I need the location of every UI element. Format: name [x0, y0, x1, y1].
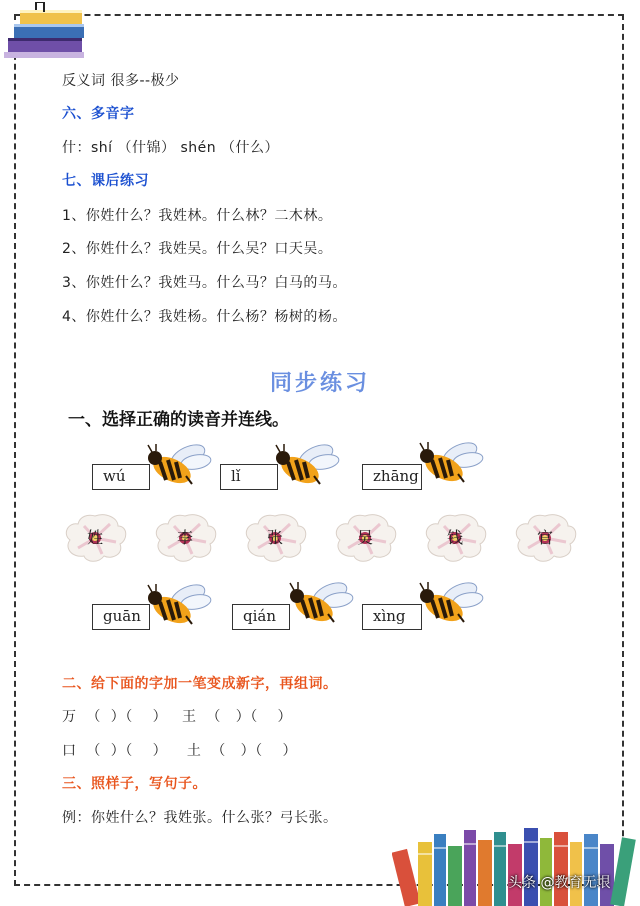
section-six-title: 六、多音字 — [62, 106, 135, 122]
exercise-line-3: 3、你姓什么？我姓马。什么马？白马的马。 — [62, 275, 347, 291]
pinyin-box-li[interactable]: lǐ — [220, 464, 278, 490]
flower-li[interactable] — [152, 512, 218, 562]
flower-xing[interactable] — [62, 512, 128, 562]
example-sentence: 例：你姓什么？我姓张。什么张？弓长张。 — [62, 810, 338, 826]
question-three-title: 三、照样子，写句子。 — [62, 776, 207, 792]
q2-row-2: 口 （ ）（ ） 土 （ ）（ ） — [62, 743, 297, 759]
flower-char: 吴 — [356, 528, 373, 547]
watermark: 头条 @教育无垠 — [508, 875, 611, 891]
bee-icon — [146, 582, 212, 630]
bee-icon — [418, 580, 484, 628]
flower-char: 官 — [536, 528, 553, 547]
pinyin-box-zhang[interactable]: zhāng — [362, 464, 422, 490]
pinyin-box-guan[interactable]: guān — [92, 604, 150, 630]
practice-title: 同步练习 — [269, 371, 370, 396]
books-decoration-top — [2, 2, 94, 60]
flower-zhang[interactable] — [242, 512, 308, 562]
bee-icon — [288, 580, 354, 628]
polyphone-line: 什：shí （什锦） shén （什么） — [62, 140, 280, 156]
bee-icon — [146, 442, 212, 490]
flower-char: 李 — [176, 528, 193, 547]
question-two-title: 二、给下面的字加一笔变成新字，再组词。 — [62, 676, 338, 692]
flower-char: 姓 — [86, 528, 103, 547]
bee-icon — [418, 440, 484, 488]
section-seven-title: 七、课后练习 — [62, 173, 149, 189]
question-one-title: 一、选择正确的读音并连线。 — [68, 410, 289, 430]
pinyin-box-qian[interactable]: qián — [232, 604, 290, 630]
exercise-line-4: 4、你姓什么？我姓杨。什么杨？杨树的杨。 — [62, 309, 347, 325]
exercise-line-1: 1、你姓什么？我姓林。什么林？二木林。 — [62, 208, 333, 224]
pinyin-box-wu[interactable]: wú — [92, 464, 150, 490]
q2-row-1: 万 （ ）（ ） 王 （ ）（ ） — [62, 709, 293, 725]
bookshelf-decoration — [392, 820, 640, 906]
exercise-line-2: 2、你姓什么？我姓吴。什么吴？口天吴。 — [62, 241, 333, 257]
antonym-line: 反义词 很多--极少 — [62, 73, 180, 89]
bee-icon — [274, 442, 340, 490]
flower-wu[interactable] — [332, 512, 398, 562]
flower-char: 钱 — [446, 528, 463, 547]
pinyin-box-xing[interactable]: xìng — [362, 604, 422, 630]
flower-char: 张 — [266, 528, 283, 547]
flower-guan[interactable] — [512, 512, 578, 562]
flower-qian[interactable] — [422, 512, 488, 562]
